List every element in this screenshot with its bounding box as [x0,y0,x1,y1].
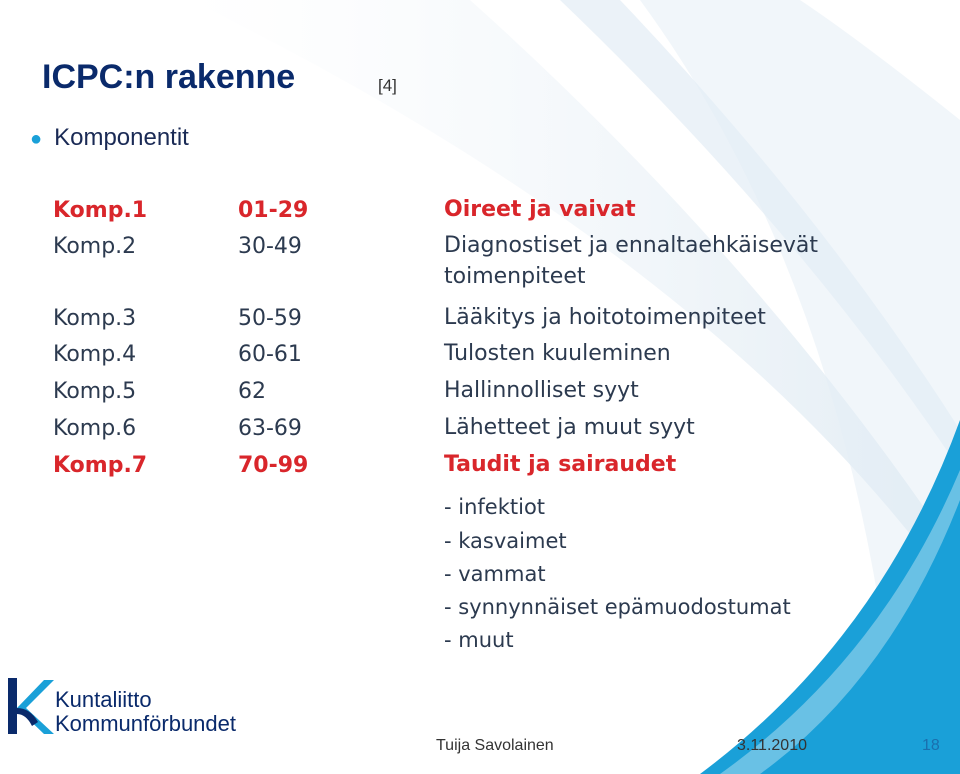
code-range: 70-99 [238,453,309,478]
component-description: Diagnostiset ja ennaltaehkäisevät toimenpiteet [444,233,818,289]
component-name: Komp.1 [53,198,148,223]
slide-title: ICPC:n rakenne [42,58,296,96]
component-description: Taudit ja sairaudet [444,452,677,477]
component-description: Hallinnolliset syyt [444,378,639,403]
component-description: Tulosten kuuleminen [444,341,671,366]
list-item: - synnynnäiset epämuodostumat [444,595,791,619]
logo-line-swedish: Kommunförbundet [55,711,236,736]
bullet-label: Komponentit [54,124,189,151]
code-range: 30-49 [238,234,302,259]
logo-line-finnish: Kuntaliitto [55,687,152,712]
list-item: - kasvaimet [444,529,567,553]
title-reference: [4] [378,76,397,95]
organization-logo-text [55,688,236,736]
component-name: Komp.5 [53,379,137,404]
component-name: Komp.6 [53,416,137,441]
code-range: 62 [238,379,266,404]
component-name: Komp.2 [53,234,137,259]
bullet-item [30,124,189,152]
component-name: Komp.7 [53,453,148,478]
kuntaliitto-logo-icon [8,678,54,734]
bullet-dot-icon: ● [30,128,43,150]
list-item: - vammat [444,562,546,586]
component-description: Lääkitys ja hoitotoimenpiteet [444,305,766,330]
component-description: Oireet ja vaivat [444,197,636,222]
component-name: Komp.3 [53,306,137,331]
slide-number: 18 [922,737,940,754]
code-range: 01-29 [238,198,309,223]
component-name: Komp.4 [53,342,137,367]
code-range: 60-61 [238,342,302,367]
component-description: Lähetteet ja muut syyt [444,415,695,440]
footer-date: 3.11.2010 [737,737,807,754]
list-item: - infektiot [444,495,546,519]
code-range: 50-59 [238,306,302,331]
code-range: 63-69 [238,416,302,441]
list-item: - muut [444,628,514,652]
footer-author: Tuija Savolainen [436,737,554,754]
